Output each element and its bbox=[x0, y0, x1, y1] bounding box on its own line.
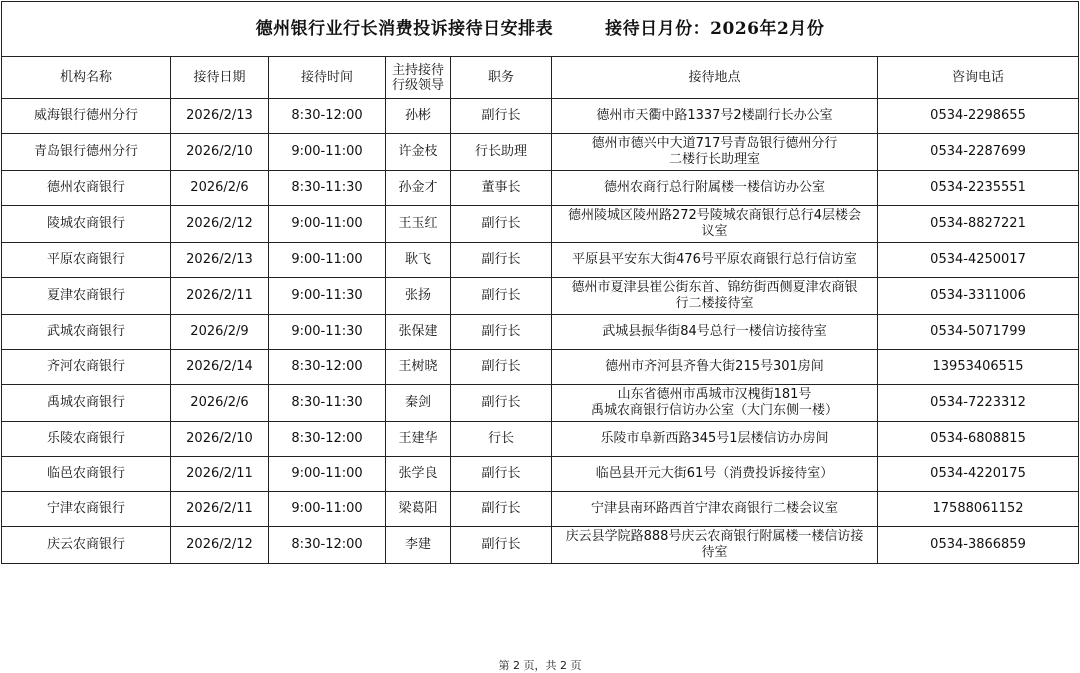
header-time: 接待时间 bbox=[269, 57, 386, 99]
position-cell: 副行长 bbox=[451, 492, 552, 527]
location-cell: 德州农商行总行附属楼一楼信访办公室 bbox=[552, 171, 878, 206]
location-cell: 德州市夏津县崔公街东首、锦纺街西侧夏津农商银 行二楼接待室 bbox=[552, 278, 878, 315]
position-cell: 行长助理 bbox=[451, 134, 552, 171]
org-cell: 陵城农商银行 bbox=[2, 206, 171, 243]
leader-cell: 孙彬 bbox=[386, 99, 451, 134]
phone-cell: 0534-8827221 bbox=[878, 206, 1079, 243]
phone-cell: 0534-6808815 bbox=[878, 422, 1079, 457]
date-cell: 2026/2/11 bbox=[171, 457, 269, 492]
title-cell bbox=[2, 2, 1079, 57]
position-cell: 副行长 bbox=[451, 243, 552, 278]
time-cell: 9:00-11:30 bbox=[269, 278, 386, 315]
date-cell: 2026/2/11 bbox=[171, 492, 269, 527]
position-cell: 副行长 bbox=[451, 278, 552, 315]
location-cell: 平原县平安东大街476号平原农商银行总行信访室 bbox=[552, 243, 878, 278]
phone-cell: 0534-4250017 bbox=[878, 243, 1079, 278]
table-row bbox=[2, 206, 1079, 243]
header-position: 职务 bbox=[451, 57, 552, 99]
org-cell: 临邑农商银行 bbox=[2, 457, 171, 492]
table-row bbox=[2, 350, 1079, 385]
table-row bbox=[2, 315, 1079, 350]
table-row bbox=[2, 492, 1079, 527]
phone-cell: 0534-3866859 bbox=[878, 527, 1079, 564]
org-cell: 庆云农商银行 bbox=[2, 527, 171, 564]
position-cell: 副行长 bbox=[451, 350, 552, 385]
date-cell: 2026/2/13 bbox=[171, 99, 269, 134]
org-cell: 德州农商银行 bbox=[2, 171, 171, 206]
table-body bbox=[2, 99, 1079, 564]
org-cell: 夏津农商银行 bbox=[2, 278, 171, 315]
time-cell: 8:30-11:30 bbox=[269, 385, 386, 422]
position-cell: 副行长 bbox=[451, 99, 552, 134]
position-cell: 副行长 bbox=[451, 206, 552, 243]
leader-cell: 王建华 bbox=[386, 422, 451, 457]
time-cell: 8:30-12:00 bbox=[269, 527, 386, 564]
leader-cell: 耿飞 bbox=[386, 243, 451, 278]
header-row bbox=[2, 57, 1079, 99]
phone-cell: 0534-2298655 bbox=[878, 99, 1079, 134]
location-cell: 德州市天衢中路1337号2楼副行长办公室 bbox=[552, 99, 878, 134]
time-cell: 9:00-11:00 bbox=[269, 457, 386, 492]
leader-cell: 张保建 bbox=[386, 315, 451, 350]
table-row bbox=[2, 278, 1079, 315]
phone-cell: 13953406515 bbox=[878, 350, 1079, 385]
phone-cell: 0534-3311006 bbox=[878, 278, 1079, 315]
position-cell: 副行长 bbox=[451, 385, 552, 422]
leader-cell: 孙金才 bbox=[386, 171, 451, 206]
time-cell: 8:30-12:00 bbox=[269, 422, 386, 457]
date-cell: 2026/2/6 bbox=[171, 385, 269, 422]
date-cell: 2026/2/9 bbox=[171, 315, 269, 350]
table-row bbox=[2, 134, 1079, 171]
date-cell: 2026/2/6 bbox=[171, 171, 269, 206]
table-row bbox=[2, 457, 1079, 492]
org-cell: 宁津农商银行 bbox=[2, 492, 171, 527]
phone-cell: 0534-4220175 bbox=[878, 457, 1079, 492]
date-cell: 2026/2/10 bbox=[171, 134, 269, 171]
org-cell: 乐陵农商银行 bbox=[2, 422, 171, 457]
org-cell: 平原农商银行 bbox=[2, 243, 171, 278]
table-row bbox=[2, 422, 1079, 457]
phone-cell: 0534-2287699 bbox=[878, 134, 1079, 171]
time-cell: 8:30-11:30 bbox=[269, 171, 386, 206]
org-cell: 齐河农商银行 bbox=[2, 350, 171, 385]
phone-cell: 0534-7223312 bbox=[878, 385, 1079, 422]
document-title: 德州银行业行长消费投诉接待日安排表 bbox=[255, 19, 554, 39]
org-cell: 青岛银行德州分行 bbox=[2, 134, 171, 171]
time-cell: 9:00-11:30 bbox=[269, 315, 386, 350]
time-cell: 9:00-11:00 bbox=[269, 134, 386, 171]
leader-cell: 王树晓 bbox=[386, 350, 451, 385]
location-cell: 德州市齐河县齐鲁大街215号301房间 bbox=[552, 350, 878, 385]
location-cell: 武城县振华街84号总行一楼信访接待室 bbox=[552, 315, 878, 350]
title-row bbox=[2, 2, 1079, 57]
table-row bbox=[2, 171, 1079, 206]
position-cell: 副行长 bbox=[451, 527, 552, 564]
leader-cell: 李建 bbox=[386, 527, 451, 564]
phone-cell: 0534-5071799 bbox=[878, 315, 1079, 350]
leader-cell: 许金枝 bbox=[386, 134, 451, 171]
position-cell: 副行长 bbox=[451, 315, 552, 350]
location-cell: 德州陵城区陵州路272号陵城农商银行总行4层楼会 议室 bbox=[552, 206, 878, 243]
location-cell: 临邑县开元大街61号（消费投诉接待室） bbox=[552, 457, 878, 492]
date-cell: 2026/2/13 bbox=[171, 243, 269, 278]
time-cell: 9:00-11:00 bbox=[269, 206, 386, 243]
leader-cell: 张学良 bbox=[386, 457, 451, 492]
time-cell: 9:00-11:00 bbox=[269, 243, 386, 278]
leader-cell: 秦剑 bbox=[386, 385, 451, 422]
date-cell: 2026/2/11 bbox=[171, 278, 269, 315]
org-cell: 武城农商银行 bbox=[2, 315, 171, 350]
schedule-table bbox=[1, 1, 1079, 564]
table-row bbox=[2, 243, 1079, 278]
position-cell: 行长 bbox=[451, 422, 552, 457]
header-phone: 咨询电话 bbox=[878, 57, 1079, 99]
phone-cell: 17588061152 bbox=[878, 492, 1079, 527]
location-cell: 庆云县学院路888号庆云农商银行附属楼一楼信访接 待室 bbox=[552, 527, 878, 564]
date-cell: 2026/2/12 bbox=[171, 527, 269, 564]
header-location: 接待地点 bbox=[552, 57, 878, 99]
page-footer: 第 2 页，共 2 页 bbox=[498, 659, 582, 672]
table-row bbox=[2, 527, 1079, 564]
time-cell: 8:30-12:00 bbox=[269, 99, 386, 134]
reception-month: 接待日月份：2026年2月份 bbox=[605, 19, 825, 39]
position-cell: 董事长 bbox=[451, 171, 552, 206]
header-org: 机构名称 bbox=[2, 57, 171, 99]
location-cell: 乐陵市阜新西路345号1层楼信访办房间 bbox=[552, 422, 878, 457]
location-cell: 宁津县南环路西首宁津农商银行二楼会议室 bbox=[552, 492, 878, 527]
org-cell: 禹城农商银行 bbox=[2, 385, 171, 422]
time-cell: 8:30-12:00 bbox=[269, 350, 386, 385]
location-cell: 山东省德州市禹城市汉槐街181号 禹城农商银行信访办公室（大门东侧一楼） bbox=[552, 385, 878, 422]
time-cell: 9:00-11:00 bbox=[269, 492, 386, 527]
table-row bbox=[2, 99, 1079, 134]
leader-cell: 张扬 bbox=[386, 278, 451, 315]
table-row bbox=[2, 385, 1079, 422]
date-cell: 2026/2/14 bbox=[171, 350, 269, 385]
header-date: 接待日期 bbox=[171, 57, 269, 99]
leader-cell: 王玉红 bbox=[386, 206, 451, 243]
phone-cell: 0534-2235551 bbox=[878, 171, 1079, 206]
header-leader: 主持接待 行级领导 bbox=[386, 57, 451, 99]
position-cell: 副行长 bbox=[451, 457, 552, 492]
date-cell: 2026/2/10 bbox=[171, 422, 269, 457]
schedule-sheet bbox=[1, 1, 1078, 564]
date-cell: 2026/2/12 bbox=[171, 206, 269, 243]
org-cell: 威海银行德州分行 bbox=[2, 99, 171, 134]
leader-cell: 梁葛阳 bbox=[386, 492, 451, 527]
location-cell: 德州市德兴中大道717号青岛银行德州分行 二楼行长助理室 bbox=[552, 134, 878, 171]
